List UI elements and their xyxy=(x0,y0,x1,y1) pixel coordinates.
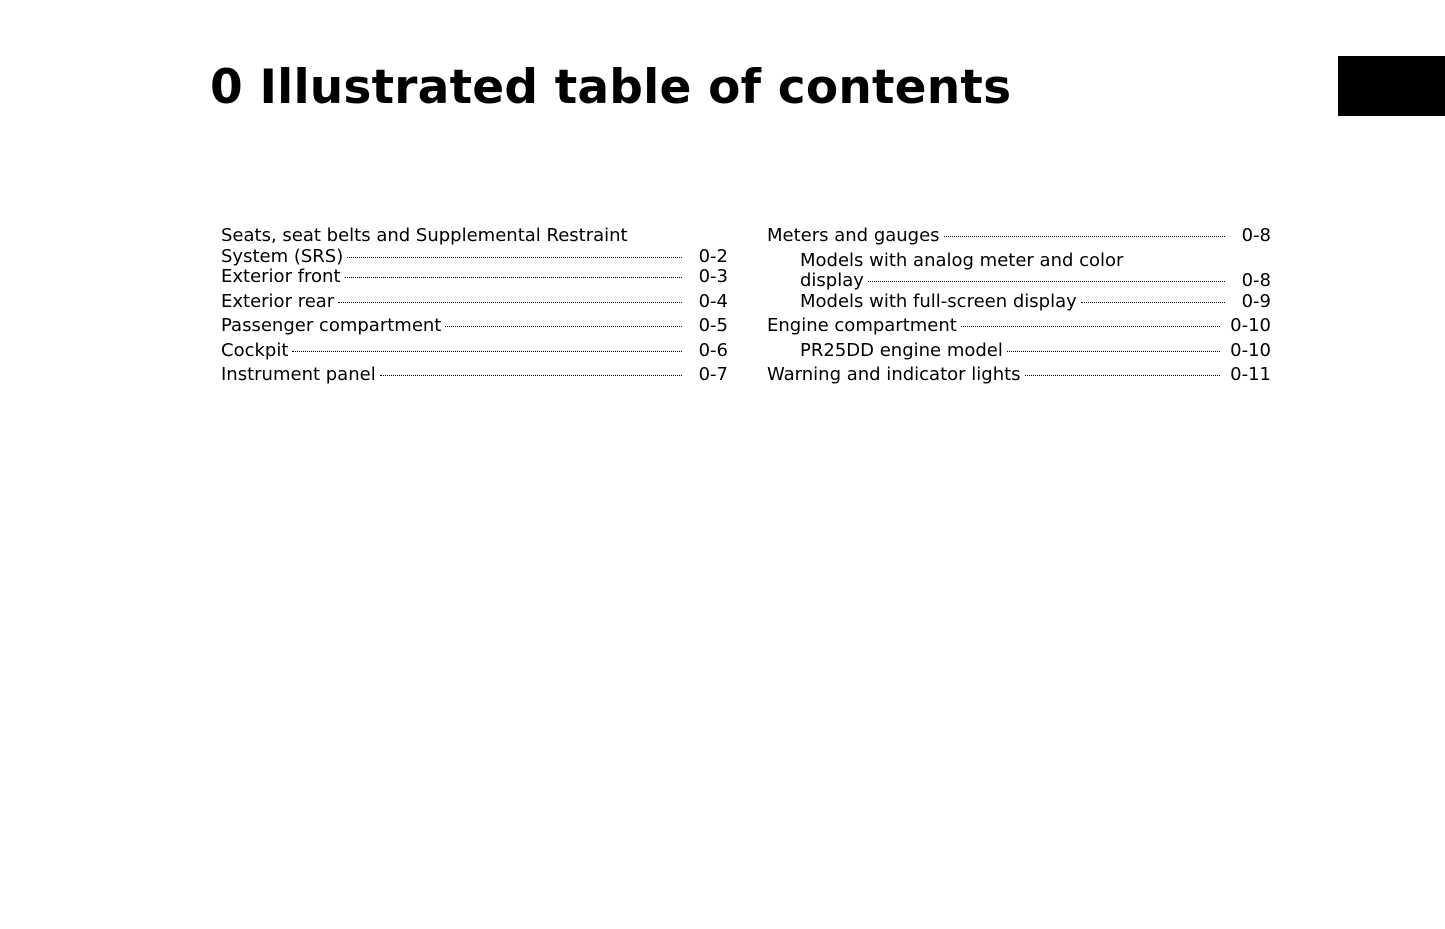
toc-page-number[interactable]: 0-6 xyxy=(698,339,728,361)
toc-entry-label[interactable]: System (SRS) xyxy=(221,245,344,267)
toc-page-number[interactable]: 0-8 xyxy=(1241,225,1271,246)
toc-entry-label[interactable]: Models with full-screen display xyxy=(800,290,1077,312)
dot-leader xyxy=(1081,301,1225,303)
toc-page-number[interactable]: 0-3 xyxy=(698,266,728,287)
toc-entry[interactable] xyxy=(221,314,728,339)
toc-entry-label-line: Models with analog meter and color xyxy=(800,249,1124,271)
toc-entry[interactable] xyxy=(221,224,728,265)
toc-entry-label[interactable]: Engine compartment xyxy=(767,315,957,336)
toc-page-number[interactable]: 0-9 xyxy=(1241,290,1271,312)
dot-leader xyxy=(961,325,1220,327)
toc-subentry[interactable] xyxy=(767,290,1271,315)
toc-page-number[interactable]: 0-8 xyxy=(1241,270,1271,291)
toc-entry-label[interactable]: Passenger compartment xyxy=(221,315,442,336)
toc-column-right xyxy=(767,224,1271,388)
toc-entry[interactable] xyxy=(767,314,1271,339)
toc-page-number[interactable]: 0-11 xyxy=(1230,364,1271,385)
toc-entry-label[interactable]: Cockpit xyxy=(221,339,289,361)
toc-entry-label[interactable]: Instrument panel xyxy=(221,364,376,385)
toc-page-number[interactable]: 0-7 xyxy=(698,364,728,385)
dot-leader xyxy=(345,276,682,278)
toc-entry[interactable] xyxy=(221,339,728,364)
toc-page-number[interactable]: 0-2 xyxy=(698,245,728,267)
section-thumb-tab xyxy=(1338,56,1445,116)
dot-leader xyxy=(1025,374,1221,376)
toc-page-number[interactable]: 0-5 xyxy=(698,315,728,336)
dot-leader xyxy=(347,256,682,258)
toc-subentry[interactable] xyxy=(767,249,1271,290)
toc-entry[interactable] xyxy=(221,265,728,290)
toc-entry[interactable] xyxy=(767,363,1271,388)
dot-leader xyxy=(445,325,682,327)
dot-leader xyxy=(338,301,682,303)
toc-entry[interactable] xyxy=(767,224,1271,249)
toc-page-number[interactable]: 0-4 xyxy=(698,290,728,312)
dot-leader xyxy=(380,374,682,376)
dot-leader xyxy=(944,235,1225,237)
toc-entry-label[interactable]: display xyxy=(800,270,864,291)
toc-entry-label[interactable]: PR25DD engine model xyxy=(800,339,1003,361)
toc-entry-label[interactable]: Exterior front xyxy=(221,266,341,287)
toc-page-number[interactable]: 0-10 xyxy=(1230,315,1271,336)
page-title: 0 Illustrated table of contents xyxy=(210,60,1012,115)
toc-entry[interactable] xyxy=(221,363,728,388)
toc-entry-label[interactable]: Exterior rear xyxy=(221,290,335,312)
toc-entry[interactable] xyxy=(221,290,728,315)
toc-column-left xyxy=(221,224,728,388)
toc-entry-label-line: Seats, seat belts and Supplemental Restraint xyxy=(221,225,628,246)
toc-entry-label[interactable]: Meters and gauges xyxy=(767,225,940,246)
dot-leader xyxy=(292,350,682,352)
dot-leader xyxy=(868,280,1225,282)
toc-subentry[interactable] xyxy=(767,339,1271,364)
toc-page-number[interactable]: 0-10 xyxy=(1230,339,1271,361)
toc-entry-label[interactable]: Warning and indicator lights xyxy=(767,364,1021,385)
dot-leader xyxy=(1007,350,1220,352)
